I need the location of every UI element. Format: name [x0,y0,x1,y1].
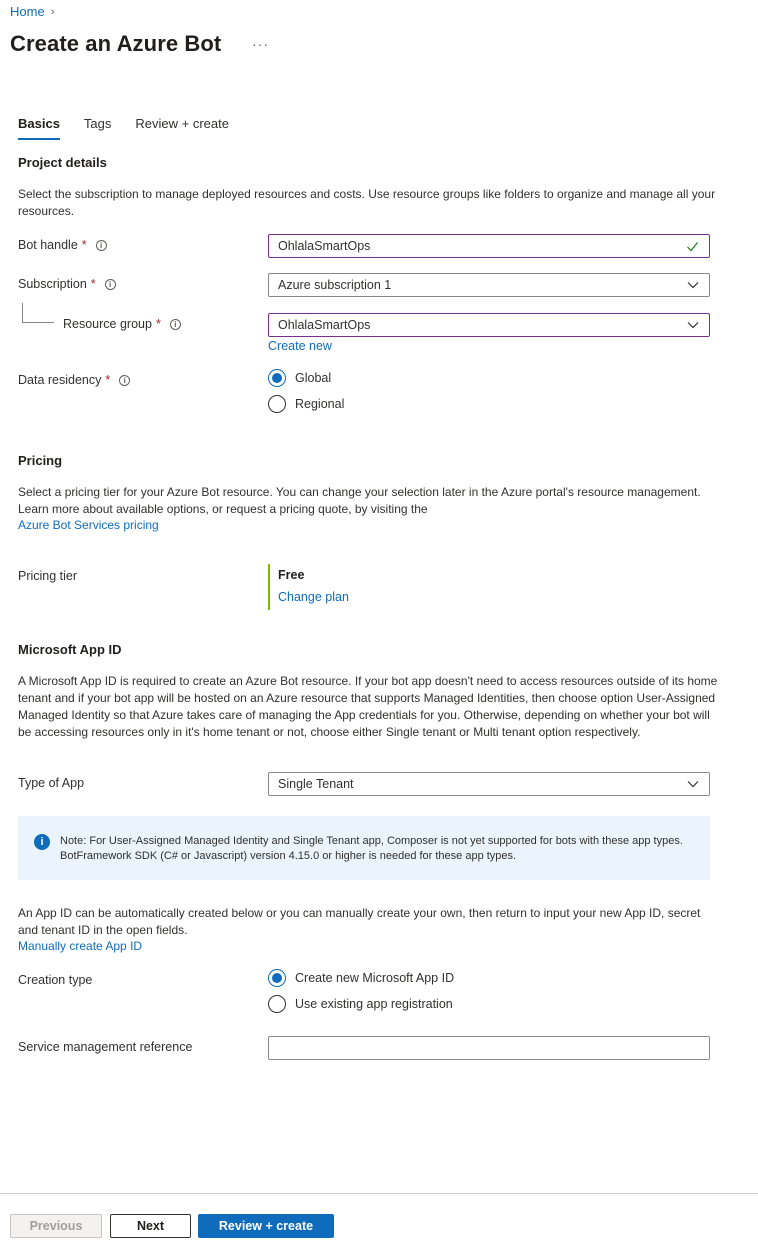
tree-connector [22,303,23,323]
chevron-down-icon [687,778,699,790]
pricing-tier-panel [268,564,349,610]
app-id-auto-text: An App ID can be automatically created below or you can manually create your own, then return to input your new App ID, secret and tenant ID in the open fields. [18,906,701,937]
radio-button[interactable] [268,395,286,413]
resource-group-dropdown[interactable]: OhlalaSmartOps [268,313,710,337]
type-of-app-dropdown[interactable]: Single Tenant [268,772,710,796]
service-management-reference-label: Service management reference [18,1040,193,1054]
info-icon[interactable]: i [170,319,181,330]
radio-use-existing-app[interactable]: Use existing app registration [268,995,453,1013]
pricing-tier-label: Pricing tier [18,569,78,583]
subscription-dropdown[interactable]: Azure subscription 1 [268,273,710,297]
pricing-link[interactable]: Azure Bot Services pricing [18,518,159,532]
tab-basics[interactable]: Basics [18,116,60,140]
app-id-heading: Microsoft App ID [18,642,122,657]
subscription-label: Subscription * i [18,277,116,291]
type-of-app-label: Type of App [18,776,85,790]
create-new-resource-group-link[interactable]: Create new [268,339,332,353]
chevron-down-icon [687,279,699,291]
pricing-heading: Pricing [18,453,63,468]
pricing-description: Select a pricing tier for your Azure Bot resource. You can change your selection later in the Azure portal's resource management. Learn more about available options, or request a pricing quote, by visiting the [18,485,701,516]
chevron-down-icon [687,319,699,331]
tab-review-create[interactable]: Review + create [135,116,229,131]
radio-create-new-app-id[interactable]: Create new Microsoft App ID [268,969,454,987]
checkmark-icon [686,240,699,253]
page-title: Create an Azure Bot [10,31,222,56]
chevron-right-icon: › [50,5,55,18]
breadcrumb-home-link[interactable]: Home [10,4,45,19]
manually-create-app-id-link[interactable]: Manually create App ID [18,939,143,953]
footer-divider [0,1193,758,1194]
review-create-button[interactable]: Review + create [198,1214,334,1238]
breadcrumb [10,4,54,19]
service-management-reference-input[interactable] [268,1036,710,1060]
note-text: Note: For User-Assigned Managed Identity and Single Tenant app, Composer is not yet supported for bots with these app types. BotFramework SDK (C# or Javascript) version 4.15.0 or higher is needed for these app types. [60,835,683,862]
info-icon[interactable]: i [96,240,107,251]
info-filled-icon: i [34,834,50,850]
bot-handle-label: Bot handle * i [18,238,107,252]
bot-handle-input[interactable]: OhlalaSmartOps [268,234,710,258]
change-plan-link[interactable]: Change plan [278,590,349,604]
tab-bar [18,116,253,140]
radio-global[interactable]: Global [268,369,331,387]
tree-connector [22,322,54,323]
info-icon[interactable]: i [105,279,116,290]
project-details-description: Select the subscription to manage deployed resources and costs. Use resource groups like folders to organize and manage all your resources. [18,187,716,218]
info-note [18,816,710,880]
radio-button[interactable] [268,369,286,387]
info-icon[interactable]: i [119,375,130,386]
project-details-heading: Project details [18,155,107,170]
pricing-tier-value: Free [278,568,305,582]
resource-group-label: Resource group * i [63,317,181,331]
next-button[interactable]: Next [110,1214,191,1238]
radio-button[interactable] [268,969,286,987]
data-residency-label: Data residency * i [18,373,130,387]
app-id-description: A Microsoft App ID is required to create an Azure Bot resource. If your bot app doesn't need to access resources outside of its home tenant and if your bot app will be hosted on an Azure resource that supports Managed Identities, then choose option User-Assigned Managed Identity so that Azure takes care of managing the App credentials for you. Otherwise, depending on whether your bot will be accessing resources only in it's home tenant or not, choose either Single tenant or Multi tenant option respectively. [18,674,718,739]
radio-button[interactable] [268,995,286,1013]
radio-regional[interactable]: Regional [268,395,344,413]
creation-type-label: Creation type [18,973,93,987]
more-options-button[interactable]: ··· [252,36,269,52]
tab-tags[interactable]: Tags [83,116,112,131]
previous-button[interactable]: Previous [10,1214,102,1238]
